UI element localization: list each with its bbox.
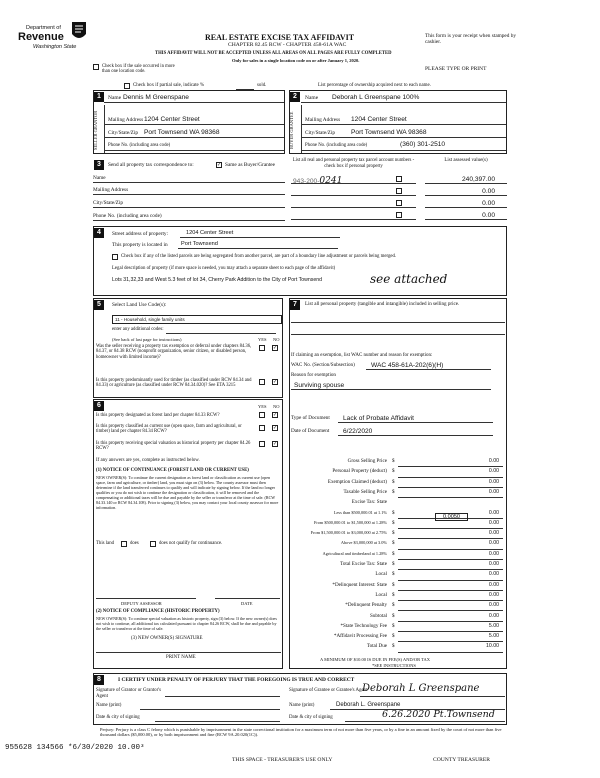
tax-dollar-sign: $: [392, 612, 395, 619]
more-location-label: Check box if the sale occurred in more than one location code.: [102, 64, 175, 75]
tax-row: [291, 530, 505, 540]
form-warning: THIS AFFIDAVIT WILL NOT BE ACCEPTED UNLESS ALL AREAS ON ALL PAGES ARE FULLY COMPLETED: [155, 51, 392, 56]
tax-row-label: Less than $500,000.01 at 1.1%: [333, 509, 387, 515]
personal-property-checkbox-4[interactable]: [396, 212, 402, 218]
land-use-select[interactable]: 11 - Household, single family units: [112, 315, 282, 324]
tax-row-label: *State Technology Fee: [340, 622, 387, 629]
tax-row: [291, 571, 505, 581]
tax-dollar-sign: $: [392, 602, 395, 609]
doc-type-label: Type of Document: [291, 415, 330, 421]
doc-date-label: Date of Document: [291, 428, 330, 434]
forest-yes-checkbox[interactable]: [259, 412, 265, 418]
tax-dollar-sign: $: [392, 643, 395, 650]
section-5-number: 5: [94, 300, 104, 310]
tax-row-value[interactable]: 0.00: [488, 550, 499, 557]
see-instructions: *SEE INSTRUCTIONS: [372, 663, 416, 668]
yes-header-5: YES: [258, 337, 267, 342]
seller-mailing[interactable]: 1204 Center Street: [144, 116, 200, 123]
grantee-date-city[interactable]: 6.26.2020 Pt.Townsend: [382, 709, 495, 720]
tax-row: [291, 540, 505, 550]
buyer-name-label: Name: [305, 95, 319, 101]
legal-description[interactable]: Lots 31,32,33 and West 5.3 feet of lot 34, Cherry Park Addition to the City of Port Townsend: [112, 277, 323, 283]
tax-row-value[interactable]: 0.00: [488, 458, 499, 464]
tax-row-value[interactable]: 0.00: [488, 519, 499, 526]
doc-type[interactable]: Lack of Probate Affidavit: [343, 415, 414, 422]
q1-yes-checkbox[interactable]: [259, 345, 265, 351]
tax-row-value[interactable]: 0.00: [488, 612, 499, 619]
corr-name-label: Name: [93, 175, 106, 181]
parcel-handwritten: 0241: [319, 176, 343, 186]
treasurer-stamp: 955628 134566 *6/30/2020 10.00³: [5, 744, 145, 752]
tax-row-label: Subtotal: [370, 612, 387, 619]
tax-dollar-sign: $: [392, 571, 395, 578]
tax-row-label: Gross Selling Price: [347, 458, 387, 464]
tax-row-label: Agricultural and timberland at 1.28%: [322, 550, 387, 556]
yes-header-6: YES: [258, 404, 267, 409]
seller-phone-label: Phone No. (including area code): [108, 143, 171, 148]
local-rate[interactable]: 0.0050: [435, 513, 468, 521]
tax-row: [291, 489, 505, 499]
q2-no-checkbox[interactable]: ✓: [273, 380, 278, 385]
treasurer-use-only: THIS SPACE - TREASURER'S USE ONLY: [232, 757, 333, 763]
historic-yes-checkbox[interactable]: [259, 441, 265, 447]
tax-row-label: *Delinquent Penalty: [345, 602, 387, 609]
tax-row-value[interactable]: 0.00: [488, 602, 499, 609]
minimum-due: A MINIMUM OF $10.00 IS DUE IN FEE(S) AND/OR TAX: [320, 657, 431, 662]
grantee-name-label: Name (print): [289, 703, 315, 708]
tax-dollar-sign: $: [392, 622, 395, 629]
tax-row: [291, 643, 505, 653]
section-2-number: 2: [290, 92, 300, 102]
same-as-buyer-checkbox[interactable]: ✓: [217, 163, 222, 168]
tax-dollar-sign: $: [392, 581, 395, 588]
tax-row-value[interactable]: 0.00: [488, 530, 499, 537]
tax-row: [291, 510, 505, 520]
sold-label: sold.: [257, 83, 267, 88]
timber-question: Is this property predominantly used for timber (as classified under RCW 84.34 and 84.33) or agriculture (as classified under RCW 84.34.020)? See ETA 3215: [96, 378, 252, 389]
located-label: This property is located in: [112, 242, 168, 248]
tax-row-label: Local: [375, 591, 387, 598]
tax-row: [291, 582, 505, 592]
grantee-date-label: Date & city of signing: [289, 715, 333, 720]
segregated-checkbox[interactable]: [112, 254, 118, 260]
seller-mailing-label: Mailing Address: [108, 117, 144, 123]
tax-row: [291, 623, 505, 633]
partial-sale-label: Check box if partial sale, indicate %: [133, 83, 205, 88]
perjury-statement: Perjury: Perjury is a class C felony which is punishable by imprisonment in the state correctional institution for a maximum term of not more than five years, or by a fine in an amount fixed by the court of not more than five thousand dollars ($5,000.00), or by both imprisonment and fine (RCW 9A.20.020(1C)).: [100, 727, 502, 738]
tax-dollar-sign: $: [392, 550, 395, 557]
more-location-checkbox[interactable]: [93, 64, 99, 70]
current-use-yes-checkbox[interactable]: [259, 425, 265, 431]
this-land-label: This land: [96, 541, 114, 546]
new-owner-signature-label: (3) NEW OWNER(S) SIGNATURE: [131, 636, 203, 641]
seller-city[interactable]: Port Townsend WA 98368: [144, 129, 220, 136]
forest-no-checkbox[interactable]: ✓: [273, 413, 278, 418]
tax-dollar-sign: $: [392, 509, 395, 516]
tax-dollar-sign: $: [392, 478, 395, 485]
does-checkbox[interactable]: [121, 541, 127, 547]
tax-dollar-sign: $: [392, 633, 395, 640]
no-header-6: NO: [273, 404, 280, 409]
tax-row-value[interactable]: 0.00: [488, 468, 499, 475]
corr-city-label: City/State/Zip: [93, 200, 124, 206]
seller-side-label: SELLER GRANTOR: [93, 110, 98, 150]
section-8-number: 8: [94, 675, 104, 685]
q1-no-checkbox[interactable]: ✓: [273, 346, 278, 351]
notice-continuance-title: (1) NOTICE OF CONTINUANCE (FOREST LAND OR CURRENT USE): [96, 468, 249, 473]
parcel-number[interactable]: 943-200-0241: [293, 176, 343, 186]
tax-row-label: Local: [375, 571, 387, 578]
assessed-value-4[interactable]: 0.00: [482, 212, 495, 219]
street-label: Street address of property:: [112, 231, 169, 237]
partial-sale-checkbox[interactable]: [124, 83, 130, 89]
tax-row-label: Total Due: [366, 643, 387, 650]
receipt-note: This form is your receipt when stamped by cashier.: [425, 33, 517, 46]
certify-statement: I CERTIFY UNDER PENALTY OF PERJURY THAT THE FOREGOING IS TRUE AND CORRECT: [118, 677, 355, 683]
claiming-exemption-label: If claiming an exemption, list WAC number and reason for exemption:: [291, 353, 433, 358]
does-label: does: [130, 541, 139, 546]
tax-row-label: Total Excise Tax: State: [340, 561, 387, 567]
buyer-phone[interactable]: (360) 301-2510: [400, 141, 446, 148]
tax-row-label: Excise Tax: State: [351, 499, 387, 506]
legal-label: Legal description of property (if more space is needed, you may attach a separate sheet to each page of the affidavit): [112, 266, 336, 271]
exemption-question: Was the seller receiving a property tax exemption or deferral under chapters 84.36, 84.37, or 84.38 RCW (nonprofit organization, senior citizen, or disabled person, homeowner with limited income)?: [96, 344, 252, 360]
historic-no-checkbox[interactable]: ✓: [273, 442, 278, 447]
land-use-label: Select Land Use Code(s):: [112, 302, 167, 308]
print-name-label: PRINT NAME: [166, 655, 196, 660]
same-as-buyer-label: Same as Buyer/Grantee: [225, 162, 276, 168]
form-chapter: CHAPTER 82.45 RCW - CHAPTER 458-61A WAC: [228, 42, 347, 48]
tax-row: [291, 458, 505, 468]
tax-row: [291, 520, 505, 530]
tax-row: [291, 592, 505, 602]
tax-dollar-sign: $: [392, 530, 395, 537]
assessor-date-label: DATE: [241, 601, 253, 606]
tax-row-value[interactable]: 5.00: [488, 633, 499, 640]
tax-row-label: From $1,500,000.01 to $3,000,000 at 2.75%: [310, 530, 387, 536]
tax-row-value[interactable]: 5.00: [488, 622, 499, 629]
tax-row-value[interactable]: 0.00: [488, 591, 499, 598]
parcel-header: List all real and personal property tax parcel account numbers - check box if personal property: [292, 158, 415, 169]
doc-date[interactable]: 6/22/2020: [343, 428, 373, 435]
tax-row-label: Above $3,000,000 at 3.0%: [340, 540, 387, 546]
tax-row: [291, 499, 505, 509]
tax-row: [291, 468, 505, 478]
segregated-label: Check box if any of the listed parcels are being segregated from another parcel, are part of a boundary line adjustment or parcels being merged.: [121, 254, 397, 259]
q2-yes-checkbox[interactable]: [259, 379, 265, 385]
exemption-reason[interactable]: Surviving spouse: [294, 382, 345, 389]
grantee-print-name[interactable]: Deborah L. Greenspane: [336, 702, 401, 708]
if-answers-yes: If any answers are yes, complete as instructed below.: [96, 458, 200, 463]
tax-row-label: Exemption Claimed (deduct): [327, 478, 387, 485]
list-percentage: List percentage of ownership acquired next to each name.: [318, 83, 431, 88]
deputy-assessor-label: DEPUTY ASSESSOR: [121, 601, 162, 606]
section-4-number: 4: [94, 228, 104, 238]
current-use-no-checkbox[interactable]: ✓: [273, 426, 278, 431]
form-title: REAL ESTATE EXCISE TAX AFFIDAVIT: [205, 33, 355, 42]
section-6-number: 6: [94, 401, 104, 411]
form-only-for: Only for sales in a single location code on or after January 1, 2020.: [232, 58, 360, 63]
tax-dollar-sign: $: [392, 519, 395, 526]
section-1-number: 1: [94, 92, 104, 102]
personal-property-checkbox-1[interactable]: [396, 176, 402, 182]
buyer-city[interactable]: Port Townsend WA 98368: [351, 129, 427, 136]
wac-label: WAC No. (Section/Subsection): [291, 362, 355, 368]
dept-state: Washington State: [33, 44, 77, 50]
grantor-signature-label: Signature of Grantor or Grantor's Agent: [96, 688, 161, 699]
tax-row-label: From $500,000.01 to $1,500,000 at 1.28%: [313, 519, 387, 525]
tax-row-value[interactable]: 0.00: [488, 540, 499, 547]
assessed-header: List assessed value(s): [444, 158, 488, 163]
tax-row-value[interactable]: 10.00: [486, 643, 499, 650]
tax-dollar-sign: $: [392, 458, 395, 464]
dept-name: Revenue: [18, 31, 64, 43]
tax-row: [291, 633, 505, 643]
notice-continuance-body: NEW OWNER(S): To continue the current designation as forest land or classification as current use (open space, farm and agriculture, or timber) land, you must sign on (3) below. The county assessor must then determine if the land transferred continues to qualify and will indicate by signing below. If the land no longer qualifies or you do not wish to continue the designation or classification, it will be removed and the compensating or additional taxes will be due and payable by the seller or transferor at the time of sale. (RCW 84.33.140 or RCW 84.34.108). Prior to signing (3) below, you may contact your local county assessor for more information.: [96, 475, 279, 510]
buyer-mailing[interactable]: 1204 Center Street: [351, 116, 407, 123]
section-3-number: 3: [94, 160, 104, 170]
corr-phone-label: Phone No. (including area code): [93, 213, 162, 219]
does-not-label: does not qualify for continuance.: [159, 541, 223, 546]
tax-row-value[interactable]: 0.00: [488, 571, 499, 578]
tax-row-label: *Affidavit Processing Fee: [333, 633, 387, 640]
seller-name-label: Name: [108, 95, 122, 101]
notice-compliance-body: NEW OWNER(S): To continue special valuation as historic property, sign (3) below. If the new owner(s) does not wish to continue, all additional tax calculated pursuant to chapter 84.26 RCW, shall be due and payable by the seller or transferor at the time of sale.: [96, 616, 277, 631]
corr-mailing-label: Mailing Address: [93, 187, 129, 193]
type-or-print: PLEASE TYPE OR PRINT: [425, 66, 487, 72]
tax-row-value[interactable]: 0.00: [488, 488, 499, 495]
assessed-value-3[interactable]: 0.00: [482, 200, 495, 207]
notice-compliance-title: (2) NOTICE OF COMPLIANCE (HISTORIC PROPERTY): [96, 609, 220, 614]
personal-property-label: List all personal property (tangible and intangible) included in selling price.: [305, 301, 460, 307]
wac-number[interactable]: WAC 458-61A-202(6)(H): [371, 362, 444, 369]
tax-dollar-sign: $: [392, 561, 395, 567]
tax-row-value[interactable]: 0.00: [488, 509, 499, 516]
buyer-side-label: BUYER GRANTEE: [289, 111, 294, 149]
assessed-value-1[interactable]: 240,397.00: [461, 176, 495, 183]
historic-question: Is this property receiving special valuation as historical property per chapter 84.26 RCW?: [96, 441, 251, 452]
does-not-checkbox[interactable]: [150, 541, 156, 547]
tax-row: [291, 551, 505, 561]
tax-row-label: Taxable Selling Price: [343, 488, 387, 495]
personal-property-checkbox-2[interactable]: [396, 188, 402, 194]
buyer-phone-label: Phone No. (including area code): [305, 143, 368, 148]
seller-city-label: City/State/Zip: [108, 130, 139, 136]
grantor-date-label: Date & city of signing: [96, 715, 140, 720]
grantor-name-label: Name (print): [96, 703, 122, 708]
located-in[interactable]: Port Townsend: [181, 241, 218, 247]
tax-row-value[interactable]: 0.00: [488, 581, 499, 588]
current-use-question: Is this property classified as current use (open space, farm and agricultural, or timber) land per chapter 84.34 RCW?: [96, 424, 242, 435]
tax-calculation-table: [291, 458, 505, 658]
tax-dollar-sign: $: [392, 591, 395, 598]
send-correspondence-label: Send all property tax correspondence to:: [108, 162, 194, 168]
tax-row-label: *Delinquent Interest: State: [332, 581, 387, 588]
no-header-5: NO: [273, 337, 280, 342]
buyer-mailing-label: Mailing Address: [305, 117, 341, 123]
buyer-city-label: City/State/Zip: [305, 130, 336, 136]
county-treasurer: COUNTY TREASURER: [433, 757, 491, 763]
tax-row: [291, 602, 505, 612]
tax-dollar-sign: $: [392, 468, 395, 475]
additional-codes-label: enter any additional codes:: [112, 327, 164, 332]
tax-row: [291, 613, 505, 623]
revenue-logo-icon: [70, 20, 88, 42]
forest-question: Is this property designated as forest land per chapter 84.33 RCW?: [96, 413, 220, 418]
see-back-label: (See back of last page for instructions): [112, 337, 182, 342]
reason-label: Reason for exemption: [291, 372, 336, 378]
tax-dollar-sign: $: [392, 488, 395, 495]
section-7-number: 7: [290, 300, 300, 310]
tax-row-value[interactable]: 0.00: [488, 478, 499, 485]
assessed-value-2[interactable]: 0.00: [482, 188, 495, 195]
grantee-signature-label: Signature of Grantee or Grantee's Agent: [289, 688, 368, 693]
tax-row-label: Personal Property (deduct): [332, 468, 387, 475]
tax-row-value[interactable]: 0.00: [488, 561, 499, 567]
tax-row: [291, 479, 505, 489]
street-address[interactable]: 1204 Center Street: [186, 230, 234, 236]
seller-name[interactable]: Dennis M Greenspane: [123, 94, 189, 101]
tax-row: [291, 561, 505, 571]
personal-property-checkbox-3[interactable]: [396, 200, 402, 206]
buyer-name[interactable]: Deborah L Greenspane 100%: [332, 94, 420, 101]
grantee-signature[interactable]: Deborah L Greenspane: [362, 683, 480, 694]
see-attached-handwritten: see attached: [370, 272, 448, 286]
tax-dollar-sign: $: [392, 540, 395, 547]
dept-label: Department of: [26, 25, 61, 31]
